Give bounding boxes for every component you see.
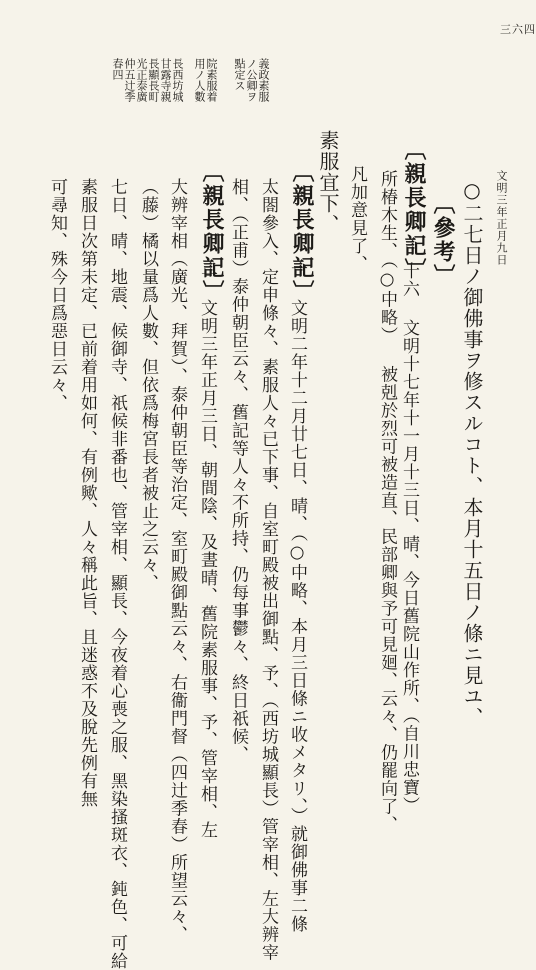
marginal-note: 仲五辻季 (123, 58, 136, 102)
text-column: 可尋知、殊今日爲惡日云々、 (47, 178, 67, 412)
marginal-note: 甘露寺親 (159, 58, 172, 102)
page-number: 三六四 (500, 23, 536, 36)
marginal-note: ノ公卿ヲ (245, 58, 258, 102)
marginal-note: 長西坊城 (171, 58, 184, 102)
text-column: 十六 文明十七年十一月十三日、晴、今日舊院山作所、（自川忠寶） (399, 262, 419, 815)
text-column: 一 文明二年十二月廿七日、晴、（○中略、本月三日條ニ收メタリ、）就御佛事二條 (287, 260, 307, 933)
text-column: 所椿木生、（○中略） 被剋於烈可被造直、民部卿與予可見廻、云々、仍罷向了、 (377, 170, 397, 834)
text-column: 〔親長卿記〕 (401, 138, 427, 282)
text-column: 〔親長卿記〕 (289, 160, 315, 304)
marginal-note: 春四 (111, 58, 124, 80)
text-column: 〔親長卿記〕 (199, 160, 225, 304)
marginal-note: 光正泰廣 (135, 58, 148, 102)
text-column: 相、（正甫）泰仲朝臣云々、舊記等人々不所持、仍每事鬱々、終日祇候、 (228, 178, 248, 764)
text-column: （藤）橘以量爲人數、但依爲梅宮長者被止之云々、 (138, 178, 158, 592)
text-column: 素服宜下、 (316, 130, 340, 235)
text-column: 素服日次第未定、已前着用如何、有例歟、人々稱此旨、且迷惑不及脫先例有無 (77, 178, 97, 808)
text-column: 〔參考〕 (430, 192, 456, 288)
marginal-note: 長顯長町 (147, 58, 160, 102)
text-column: ○二七日ノ御佛事ヲ修スルコト、本月十五日ノ條ニ見ユ、 (460, 178, 484, 728)
text-column: 七日、晴、地震、候御寺、祇候非番也、管宰相、顯長、今夜着心喪之服、黑染搔斑衣、鈍色、可給 (107, 178, 127, 970)
marginal-note: 點定ス (233, 58, 246, 91)
running-title: 文明三年正月九日 (495, 170, 508, 266)
marginal-note: 用ノ人數 (193, 58, 206, 102)
text-column: 凡加意見了、 (347, 165, 367, 273)
text-column: 太閤參入、定申條々、素服人々已下事、自室町殿被出御點、予、（西坊城顯長）管宰相、左大辨宰 (258, 178, 278, 962)
text-column: 大辨宰相（廣光、拜賀）、泰仲朝臣等治定、室町殿御點云々、右衞門督（四辻季春）所望云々、 (167, 178, 187, 944)
marginal-note: 院素服着 (205, 58, 218, 102)
text-column: 二 文明三年正月三日、朝間陰、及晝晴、舊院素服事、予、管宰相、左 (197, 260, 217, 839)
marginal-note: 義政素服 (257, 58, 270, 102)
